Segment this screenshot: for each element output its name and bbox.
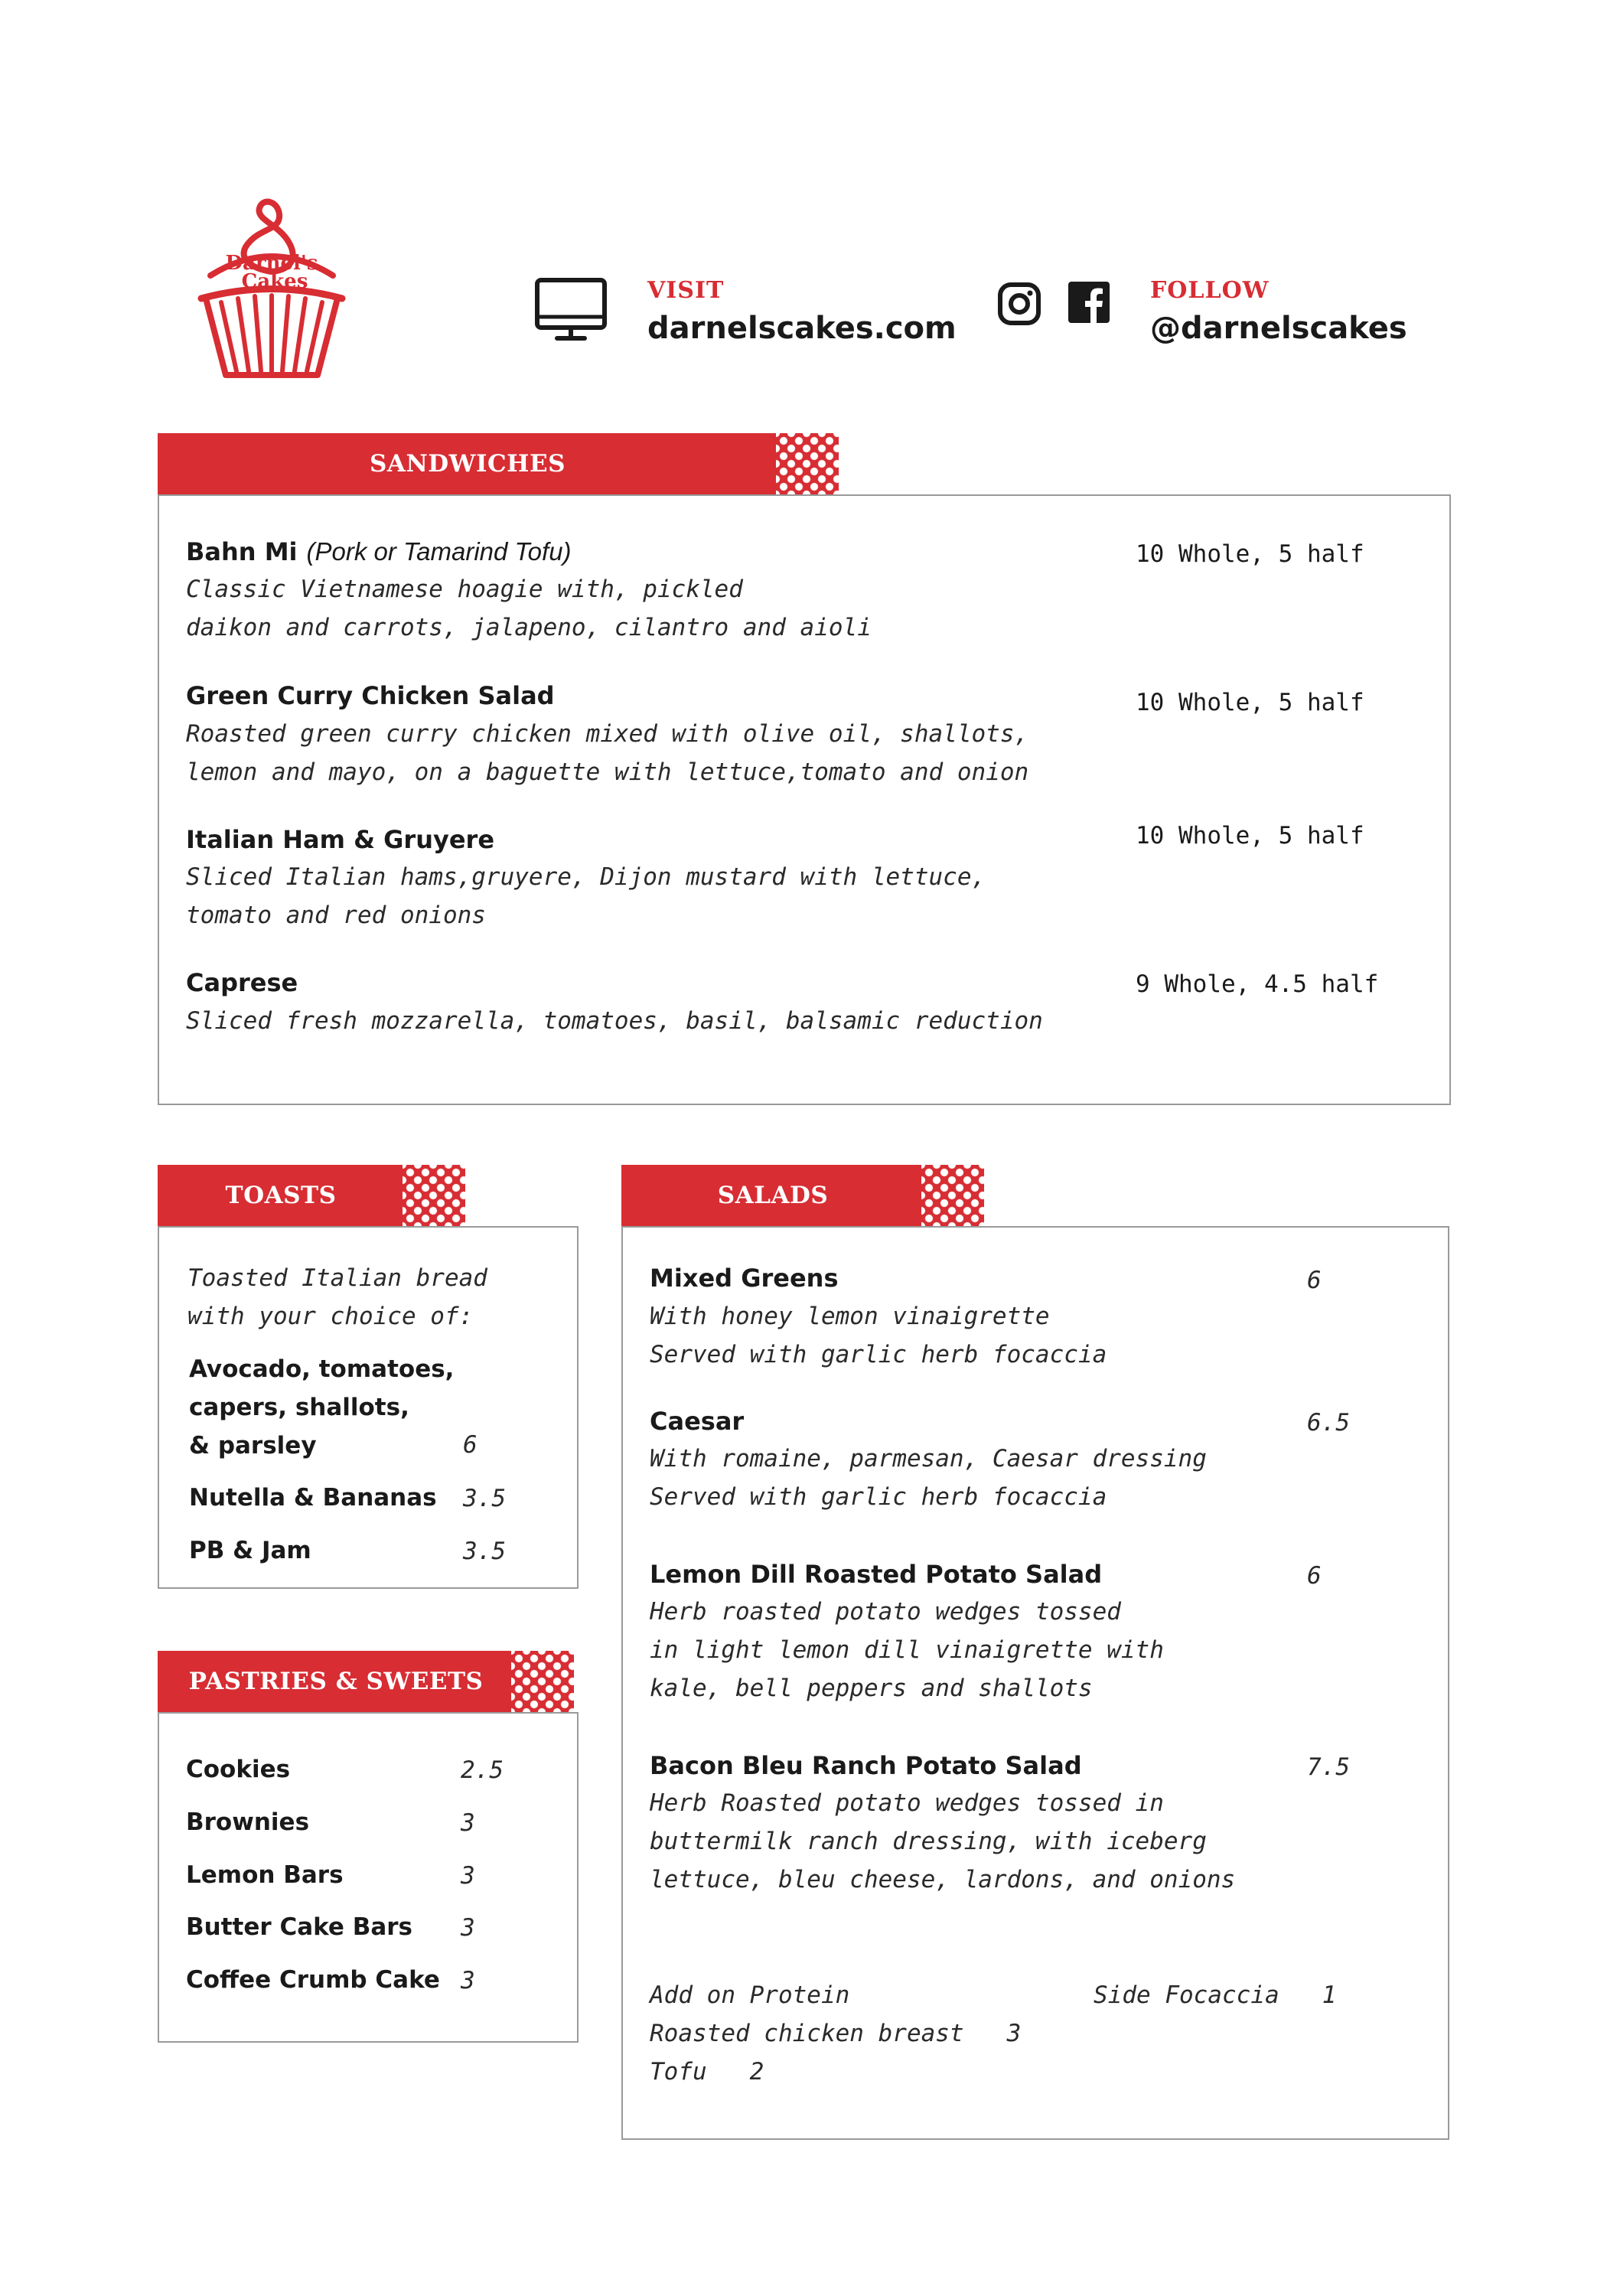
item-name: Italian Ham & Gruyere	[186, 825, 495, 854]
item-name	[186, 537, 572, 566]
follow-label: FOLLOW	[1150, 277, 1270, 304]
item-price: 3.5	[463, 1485, 506, 1512]
item-description: kale, bell peppers and shallots	[650, 1675, 1093, 1702]
addon-chicken-price: 3	[1006, 2020, 1022, 2047]
addon-title: Add on Protein	[650, 1981, 850, 2009]
item-note: (Pork or Tamarind Tofu)	[306, 537, 572, 566]
item-name-text: Bahn Mi	[186, 537, 298, 566]
side-focaccia-price: 1	[1322, 1981, 1337, 2009]
item-price: 10 Whole, 5 half	[1136, 689, 1364, 716]
toast-option-line: capers, shallots,	[189, 1394, 409, 1421]
pastry-name: Lemon Bars	[186, 1861, 344, 1889]
item-description: Herb roasted potato wedges tossed	[650, 1598, 1121, 1626]
toast-option: PB & Jam	[189, 1537, 311, 1564]
item-description: tomato and red onions	[186, 902, 486, 929]
item-description: lettuce, bleu cheese, lardons, and onions	[650, 1866, 1236, 1893]
item-price: 3	[461, 1967, 475, 1994]
toasts-intro: Toasted Italian bread	[187, 1264, 487, 1292]
item-name: Caesar	[650, 1407, 745, 1436]
addon-tofu-price: 2	[749, 2058, 764, 2086]
facebook-icon[interactable]	[1068, 282, 1110, 323]
item-name: Caprese	[186, 968, 298, 997]
item-description: lemon and mayo, on a baguette with lettuce,tomato and onion	[186, 758, 1029, 786]
item-price: 6.5	[1307, 1409, 1350, 1437]
item-description: in light lemon dill vinaigrette with	[650, 1636, 1164, 1664]
cupcake-logo	[195, 184, 348, 383]
polka-dot-decoration	[776, 433, 839, 494]
polka-dot-decoration	[921, 1165, 984, 1226]
toasts-title: TOASTS	[158, 1165, 404, 1226]
item-name: Bacon Bleu Ranch Potato Salad	[650, 1751, 1082, 1780]
pastry-name: Coffee Crumb Cake	[186, 1966, 440, 1994]
item-description: Herb Roasted potato wedges tossed in	[650, 1789, 1164, 1817]
item-price: 9 Whole, 4.5 half	[1136, 970, 1379, 998]
salads-title: SALADS	[621, 1165, 924, 1226]
item-price: 3	[461, 1862, 475, 1890]
polka-dot-decoration	[511, 1651, 574, 1712]
addon-tofu	[650, 2053, 764, 2091]
item-price: 2.5	[461, 1756, 504, 1784]
polka-dot-decoration	[403, 1165, 465, 1226]
side-focaccia	[1094, 1976, 1336, 2014]
logo-text-line2: Cakes	[241, 270, 308, 293]
item-name: Lemon Dill Roasted Potato Salad	[650, 1560, 1103, 1589]
logo-text-line1: Darnel's	[225, 252, 318, 275]
social-handle[interactable]: @darnelscakes	[1150, 311, 1407, 346]
item-price: 10 Whole, 5 half	[1136, 540, 1364, 568]
item-description: Sliced fresh mozzarella, tomatoes, basil, balsamic reduction	[186, 1007, 1043, 1035]
item-price: 3.5	[463, 1538, 506, 1565]
item-price: 10 Whole, 5 half	[1136, 822, 1364, 850]
item-description: Roasted green curry chicken mixed with olive oil, shallots,	[186, 720, 1029, 748]
item-name: Green Curry Chicken Salad	[186, 681, 555, 710]
item-price: 6	[1307, 1267, 1322, 1294]
item-description: Classic Vietnamese hoagie with, pickled	[186, 576, 743, 603]
pastry-name: Butter Cake Bars	[186, 1913, 412, 1941]
website-link[interactable]: darnelscakes.com	[647, 311, 957, 346]
pastries-title: PASTRIES & SWEETS	[158, 1651, 514, 1712]
monitor-icon	[534, 277, 608, 343]
item-price: 7.5	[1307, 1753, 1350, 1781]
addon-tofu-name: Tofu	[650, 2058, 707, 2086]
toast-option-line: & parsley	[189, 1432, 317, 1459]
pastry-name: Brownies	[186, 1808, 310, 1836]
toast-option	[189, 1350, 454, 1465]
pastry-name: Cookies	[186, 1756, 291, 1783]
item-description: With honey lemon vinaigrette	[650, 1303, 1050, 1330]
side-focaccia-name: Side Focaccia	[1094, 1981, 1279, 2009]
addon-chicken	[650, 2014, 1021, 2053]
item-price: 6	[463, 1431, 478, 1459]
instagram-icon[interactable]	[997, 282, 1041, 326]
item-description: Sliced Italian hams,gruyere, Dijon mustard with lettuce,	[186, 863, 986, 891]
item-price: 6	[1307, 1562, 1322, 1590]
item-price: 3	[461, 1914, 475, 1942]
toasts-intro: with your choice of:	[187, 1303, 474, 1330]
item-description: Served with garlic herb focaccia	[650, 1341, 1107, 1368]
addon-chicken-name: Roasted chicken breast	[650, 2020, 964, 2047]
item-name: Mixed Greens	[650, 1264, 839, 1293]
item-price: 3	[461, 1809, 475, 1837]
visit-label: VISIT	[647, 277, 725, 304]
item-description: Served with garlic herb focaccia	[650, 1483, 1107, 1511]
toast-option-line: Avocado, tomatoes,	[189, 1355, 455, 1383]
item-description: buttermilk ranch dressing, with iceberg	[650, 1828, 1207, 1855]
item-description: daikon and carrots, jalapeno, cilantro and aioli	[186, 614, 872, 641]
item-description: With romaine, parmesan, Caesar dressing	[650, 1445, 1207, 1473]
toast-option: Nutella & Bananas	[189, 1484, 437, 1512]
sandwiches-title: SANDWICHES	[158, 433, 777, 494]
